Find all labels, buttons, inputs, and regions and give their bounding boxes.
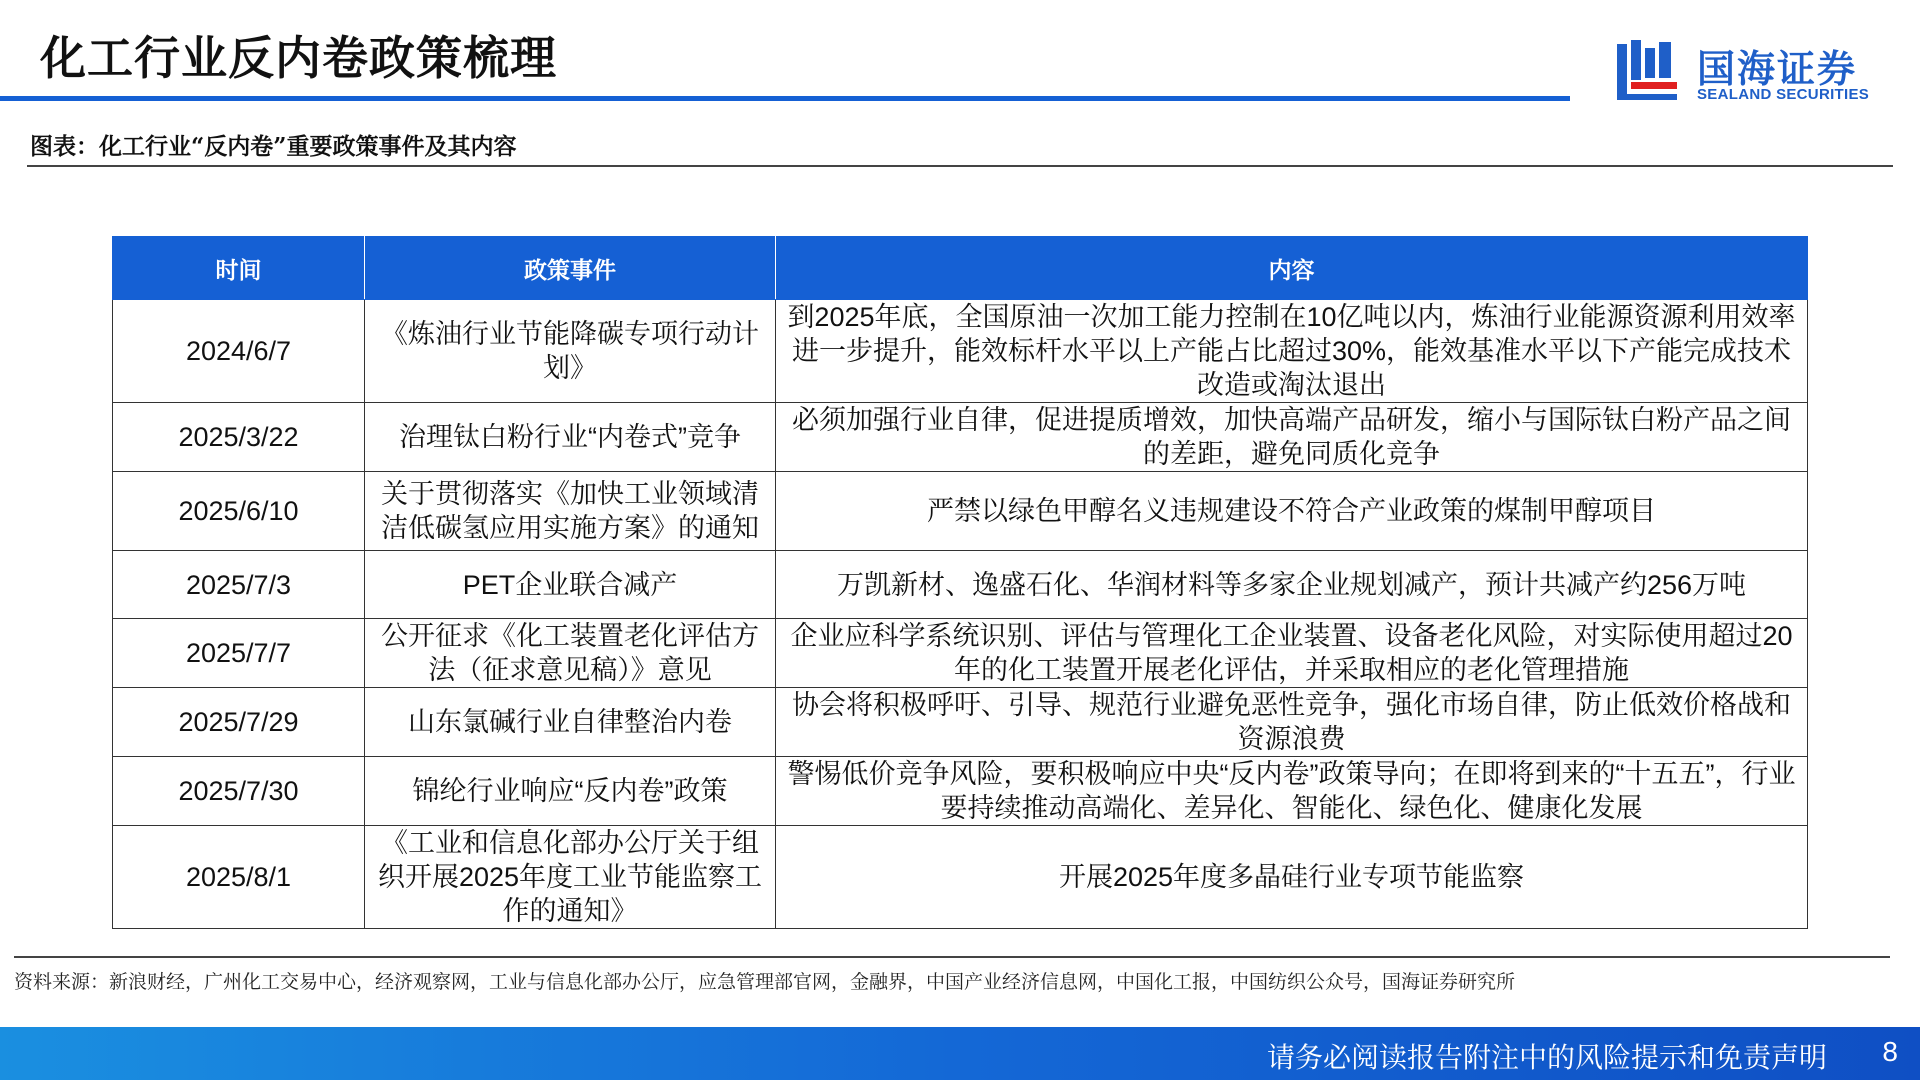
table-header-row <box>113 237 1808 300</box>
sealand-logo-icon <box>1615 38 1679 102</box>
company-logo <box>1615 36 1885 106</box>
policy-table <box>112 236 1808 929</box>
cell-content: 开展2025年度多晶硅行业专项节能监察 <box>776 826 1808 929</box>
cell-content: 必须加强行业自律，促进提质增效，加快高端产品研发，缩小与国际钛白粉产品之间的差距，避免同质化竞争 <box>776 403 1808 472</box>
cell-date: 2025/7/7 <box>113 619 365 688</box>
source-note: 资料来源：新浪财经，广州化工交易中心，经济观察网，工业与信息化部办公厅，应急管理部官网，金融界，中国产业经济信息网，中国化工报，中国纺织公众号，国海证券研究所 <box>14 971 1516 993</box>
cell-event: 《工业和信息化部办公厅关于组织开展2025年度工业节能监察工作的通知》 <box>365 826 776 929</box>
cell-event: 山东氯碱行业自律整治内卷 <box>365 688 776 757</box>
page-number: 8 <box>1882 1036 1898 1067</box>
table-row <box>113 757 1808 826</box>
cell-date: 2025/8/1 <box>113 826 365 929</box>
cell-event: 《炼油行业节能降碳专项行动计划》 <box>365 300 776 403</box>
cell-date: 2025/7/30 <box>113 757 365 826</box>
header-content: 内容 <box>776 237 1808 300</box>
cell-event: 公开征求《化工装置老化评估方法（征求意见稿）》意见 <box>365 619 776 688</box>
table-row <box>113 300 1808 403</box>
header-time: 时间 <box>113 237 365 300</box>
cell-event: 关于贯彻落实《加快工业领域清洁低碳氢应用实施方案》的通知 <box>365 472 776 551</box>
table-row <box>113 472 1808 551</box>
header-event: 政策事件 <box>365 237 776 300</box>
cell-content: 协会将积极呼吁、引导、规范行业避免恶性竞争，强化市场自律，防止低效价格战和资源浪费 <box>776 688 1808 757</box>
cell-content: 严禁以绿色甲醇名义违规建设不符合产业政策的煤制甲醇项目 <box>776 472 1808 551</box>
cell-date: 2024/6/7 <box>113 300 365 403</box>
table-row <box>113 826 1808 929</box>
logo-text-cn: 国海证券 <box>1697 49 1858 91</box>
cell-event: 锦纶行业响应“反内卷”政策 <box>365 757 776 826</box>
cell-date: 2025/7/29 <box>113 688 365 757</box>
cell-content: 万凯新材、逸盛石化、华润材料等多家企业规划减产，预计共减产约256万吨 <box>776 551 1808 619</box>
disclaimer-text: 请务必阅读报告附注中的风险提示和免责声明 <box>1266 1042 1827 1073</box>
page-title: 化工行业反内卷政策梳理 <box>40 32 557 84</box>
cell-content: 警惕低价竞争风险，要积极响应中央“反内卷”政策导向；在即将到来的“十五五”，行业要持续推动高端化、差异化、智能化、绿色化、健康化发展 <box>776 757 1808 826</box>
cell-date: 2025/7/3 <box>113 551 365 619</box>
table-row <box>113 551 1808 619</box>
cell-content: 到2025年底，全国原油一次加工能力控制在10亿吨以内，炼油行业能源资源利用效率进一步提升，能效标杆水平以上产能占比超过30%，能效基准水平以下产能完成技术改造或淘汰退出 <box>776 300 1808 403</box>
cell-date: 2025/6/10 <box>113 472 365 551</box>
cell-event: 治理钛白粉行业“内卷式”竞争 <box>365 403 776 472</box>
logo-text-en: SEALAND SECURITIES <box>1697 86 1870 103</box>
caption-divider <box>27 165 1893 167</box>
table-row <box>113 403 1808 472</box>
source-divider <box>14 956 1890 958</box>
cell-date: 2025/3/22 <box>113 403 365 472</box>
cell-content: 企业应科学系统识别、评估与管理化工企业装置、设备老化风险，对实际使用超过20年的化工装置开展老化评估，并采取相应的老化管理措施 <box>776 619 1808 688</box>
cell-event: PET企业联合减产 <box>365 551 776 619</box>
footer-bar <box>0 1027 1920 1080</box>
title-divider <box>0 96 1570 101</box>
figure-caption: 图表：化工行业“反内卷”重要政策事件及其内容 <box>30 133 517 160</box>
table-row <box>113 619 1808 688</box>
table-row <box>113 688 1808 757</box>
